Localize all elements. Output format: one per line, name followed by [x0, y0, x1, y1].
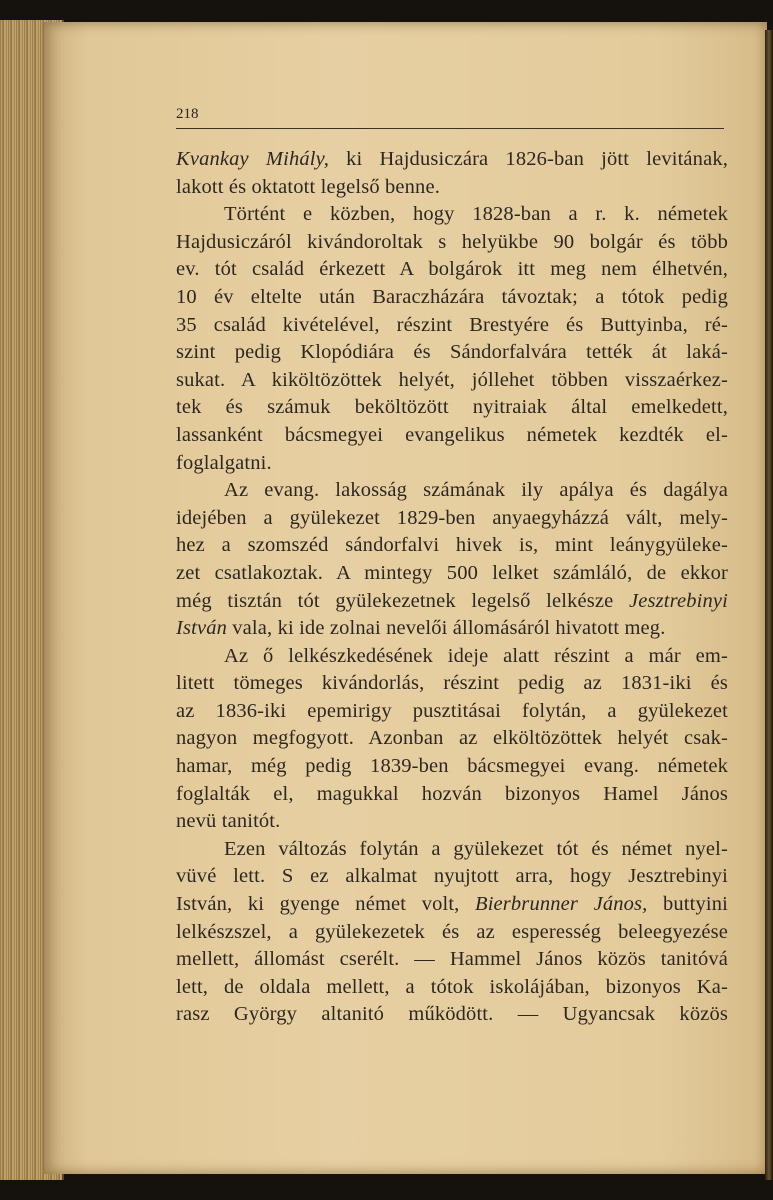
text-line	[176, 863, 728, 891]
text-segment: Az ő lelkészkedésének ideje alatt részint a már em-	[224, 644, 728, 667]
text-line	[176, 367, 728, 395]
text-segment: Ezen változás folytán a gyülekezet tót és német nyel-	[224, 837, 728, 860]
italic-name: Bierbrunner János,	[475, 893, 648, 916]
text-line	[176, 339, 728, 367]
text-line	[176, 698, 728, 726]
text-line	[176, 201, 728, 229]
text-line	[176, 891, 728, 919]
text-line	[176, 725, 728, 753]
text-line	[176, 670, 728, 698]
text-segment: buttyini	[647, 893, 728, 916]
text-segment: Az evang. lakosság számának ily apálya és dagálya	[224, 479, 728, 502]
text-line	[176, 808, 728, 836]
text-line	[176, 588, 728, 616]
italic-name: Jesztrebinyi	[629, 589, 728, 612]
text-segment: rasz György altanitó működött. — Ugyancsak közös	[176, 1003, 728, 1026]
text-line	[176, 394, 728, 422]
text-line	[176, 422, 728, 450]
text-segment: 10 év eltelte után Baraczházára távoztak; a tótok pedig	[176, 285, 728, 308]
text-line	[176, 836, 728, 864]
text-segment: nevü tanitót.	[176, 810, 281, 833]
body-text	[176, 146, 728, 1029]
text-line	[176, 615, 728, 643]
text-line	[176, 781, 728, 809]
text-line	[176, 974, 728, 1002]
text-segment: tek és számuk beköltözött nyitraiak által emelkedett,	[176, 396, 728, 419]
text-segment: foglalgatni.	[176, 451, 272, 474]
text-segment: zet csatlakoztak. A mintegy 500 lelket számláló, de ekkor	[176, 561, 728, 584]
italic-name: Kvankay Mihály,	[176, 148, 330, 170]
text-line	[176, 256, 728, 284]
text-line	[176, 560, 728, 588]
text-line	[176, 505, 728, 533]
text-line	[176, 229, 728, 257]
text-segment: ev. tót család érkezett A bolgárok itt meg nem élhetvén,	[176, 258, 728, 281]
text-line	[176, 946, 728, 974]
text-segment: ki Hajdusiczára 1826-ban jött levitának,	[329, 148, 728, 170]
text-segment: idejében a gyülekezet 1829-ben anyaegyházzá vált, mely-	[176, 506, 728, 529]
text-segment: sukat. A kiköltözöttek helyét, jóllehet többen visszaérkez-	[176, 368, 728, 391]
text-segment: vüvé lett. S ez alkalmat nyujtott arra, hogy Jesztrebinyi	[176, 865, 728, 888]
page-number: 218	[176, 106, 199, 122]
text-line	[176, 643, 728, 671]
text-segment: hez a szomszéd sándorfalvi hivek is, mint leánygyüleke-	[176, 534, 728, 557]
page-header	[176, 106, 724, 129]
text-segment: Történt e közben, hogy 1828-ban a r. k. németek	[224, 203, 728, 226]
text-segment: nagyon megfogyott. Azonban az elköltözöttek helyét csak-	[176, 727, 728, 750]
text-line	[176, 312, 728, 340]
text-segment: szint pedig Klopódiára és Sándorfalvára tették át laká-	[176, 341, 728, 364]
text-segment: mellett, állomást cserélt. — Hammel János közös tanitóvá	[176, 948, 728, 971]
text-segment: lett, de oldala mellett, a tótok iskolájában, bizonyos Ka-	[176, 975, 728, 998]
text-segment: litett tömeges kivándorlás, részint pedig az 1831-iki és	[176, 672, 728, 695]
text-segment: foglalták el, magukkal hozván bizonyos Hamel János	[176, 782, 728, 805]
text-segment: hamar, még pedig 1839-ben bácsmegyei evang. németek	[176, 755, 728, 778]
text-line	[176, 146, 728, 174]
text-line	[176, 753, 728, 781]
italic-name: István	[176, 617, 227, 640]
text-segment: az 1836-iki epemirigy pusztitásai folytán, a gyülekezet	[176, 699, 728, 722]
text-line	[176, 450, 728, 478]
text-segment: lelkészszel, a gyülekezetek és az esperesség beleegyezése	[176, 920, 728, 943]
text-segment: István, ki gyenge német volt,	[176, 893, 476, 916]
text-line	[176, 532, 728, 560]
text-line	[176, 174, 728, 202]
text-segment: lakott és oktatott legelső benne.	[176, 175, 440, 198]
text-segment: vala, ki ide zolnai nevelői állomásáról hivatott meg.	[227, 617, 666, 640]
text-segment: Hajdusiczáról kivándoroltak s helyükbe 90 bolgár és több	[176, 230, 728, 253]
text-line	[176, 477, 728, 505]
text-line	[176, 919, 728, 947]
text-segment: lassanként bácsmegyei evangelikus németek kezdték el-	[176, 423, 728, 446]
text-segment: 35 család kivételével, részint Brestyére és Buttyinba, ré-	[176, 313, 728, 336]
text-line	[176, 1001, 728, 1029]
text-segment: még tisztán tót gyülekezetnek legelső lelkésze	[176, 589, 630, 612]
text-line	[176, 284, 728, 312]
page-right-edge	[765, 30, 773, 1180]
